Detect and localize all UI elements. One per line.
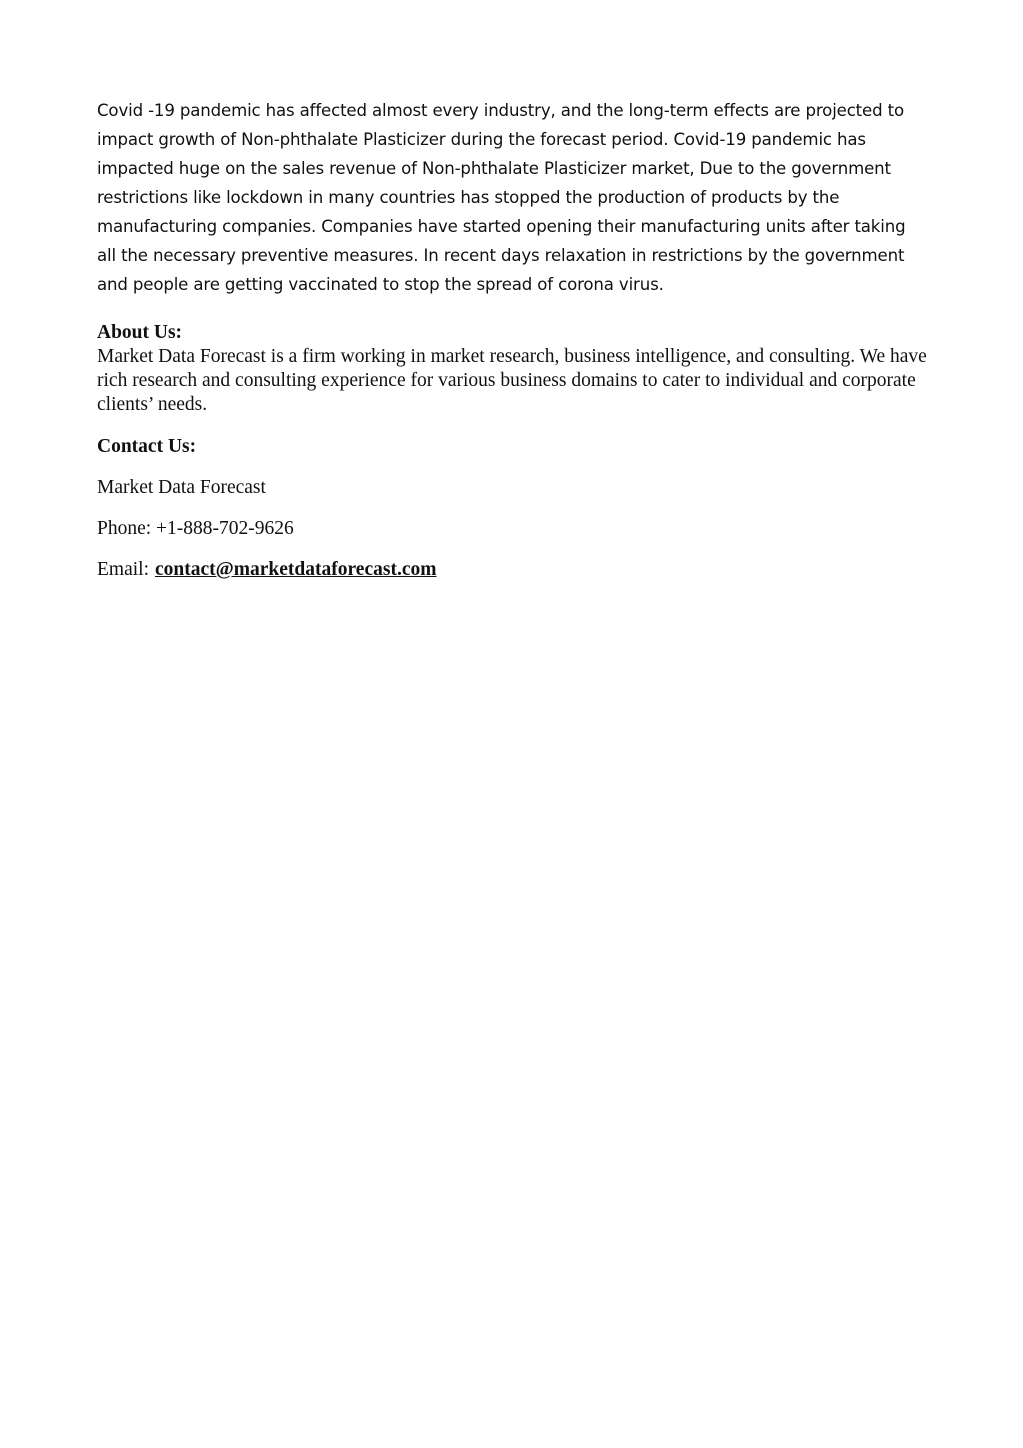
company-name: Market Data Forecast [97, 477, 266, 498]
about-body: Market Data Forecast is a firm working in market research, business intelligence, and consulting. We have rich research and consulting experience for various business domains to cater to individual and corporate clients’ needs. [97, 346, 927, 415]
email-line [97, 558, 927, 582]
contact-heading: Contact Us: [97, 436, 197, 457]
intro-paragraph: Covid -19 pandemic has affected almost every industry, and the long-term effects are projected to impact growth of Non-phthalate Plasticizer during the forecast period. Covid-19 pandemic has impacted huge on the sales revenue of Non-phthalate Plasticizer market, Due to the government restrictions like lockdown in many countries has stopped the production of products by the manufacturing companies. Companies have started opening their manufacturing units after taking all the necessary preventive measures. In recent days relaxation in restrictions by the government and people are getting vaccinated to stop the spread of corona virus. [97, 101, 906, 294]
about-heading: About Us: [97, 322, 183, 343]
email-link[interactable]: contact@marketdataforecast.com [155, 559, 437, 580]
email-label: Email: [97, 559, 149, 580]
document-page [97, 96, 927, 599]
phone-number: Phone: +1-888-702-9626 [97, 518, 294, 539]
